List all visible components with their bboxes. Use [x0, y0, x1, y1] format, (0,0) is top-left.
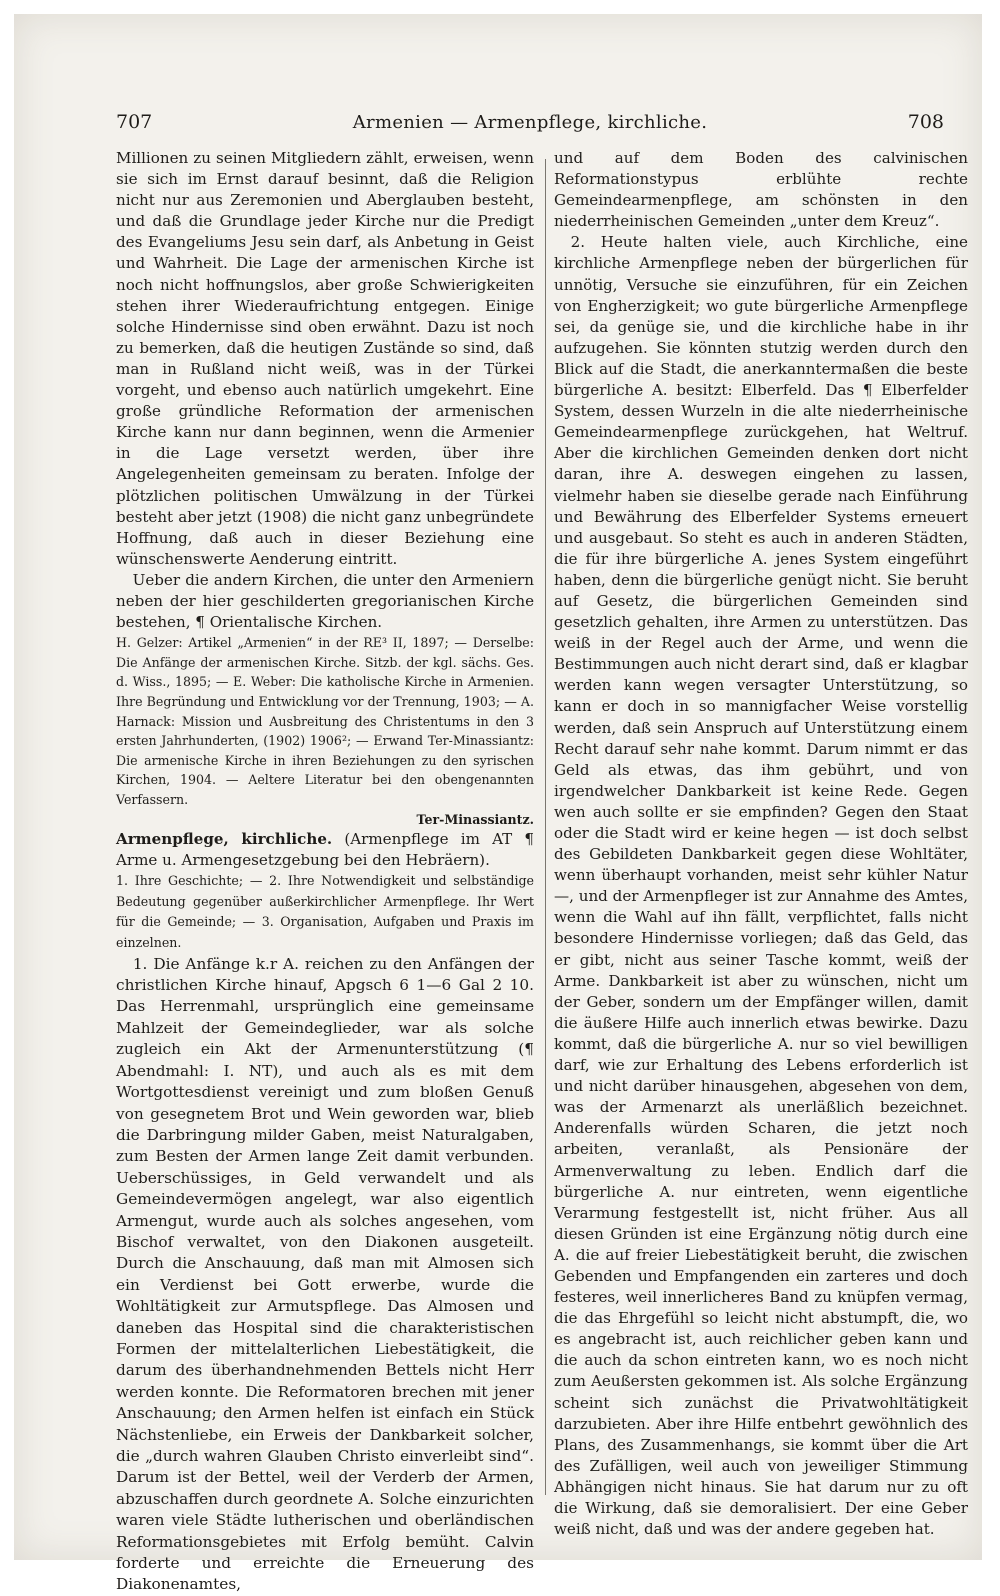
entry-outline: 1. Ihre Geschichte; — 2. Ihre Notwendigkeit und selbständige Bedeutung gegenüber außerkirchlicher Armenpflege. Ihr Wert für die Gemeinde; — 3. Organisation, Aufgaben und Praxis im einzelnen. — [116, 873, 534, 951]
entry-crossref: (Armenpflege im AT ¶ Arme u. Armengesetzgebung bei den Hebräern). — [116, 830, 534, 870]
section-1-paragraph: 1. Die Anfänge k.r A. reichen zu den Anfängen der christlichen Kirche hinauf, Apgsch 6 1—6 Gal 2 10. Das Herrenmahl, ursprünglich eine gemeinsame Mahlzeit der Gemeindeglieder, war als solche zugleich ein Akt der Armenunterstützung (¶ Abendmahl: I. NT), und auch als es mit dem Wortgottesdienst vereinigt und zum bloßen Genuß von gesegnetem Brot und Wein geworden war, blieb die Darbringung milder Gaben, meist Naturalgaben, zum Besten der Armen lange Zeit damit verbunden. Ueberschüssiges, in Geld verwandelt und als Gemeindevermögen angelegt, war also eigentlich Armengut, wurde auch als solches angesehen, vom Bischof verwaltet, von den Diakonen ausgeteilt. Durch die Anschauung, daß man mit Almosen sich ein Verdienst bei Gott erwerbe, wurde die Wohltätigkeit zur Armutspflege. Das Almosen und daneben das Hospital sind die charakteristischen Formen der mittelalterlichen Liebestätigkeit, die darum des überhandnehmenden Bettels nicht Herr werden konnte. Die Reformatoren brechen mit jener Anschauung; den Armen helfen ist einfach ein Stück Nächstenliebe, ein Erweis der Dankbarkeit solcher, die „durch wahren Glauben Christo einverleibt sind“. Darum ist der Bettel, weil der Verderb der Armen, abzuschaffen durch geordnete A. Solche einzurichten waren viele Städte lutherischen und oberländischen Reformationsgebietes mit Erfolg bemüht. Calvin forderte und erreichte die Erneuerung des Diakonenamtes, — [116, 954, 534, 1594]
author-signature: Ter-Minassiantz. — [416, 811, 534, 827]
entry-heading — [116, 829, 534, 871]
column-divider — [545, 159, 546, 1495]
body-paragraph: Ueber die andern Kirchen, die unter den Armeniern neben der hier geschilderten gregorianischen Kirche bestehen, ¶ Orientalische Kirchen. — [116, 570, 534, 632]
right-column — [554, 148, 968, 1540]
running-title: Armenien — Armenpflege, kirchliche. — [352, 111, 708, 133]
literature-text: H. Gelzer: Artikel „Armenien“ in der RE³ II, 1897; — Derselbe: Die Anfänge der armenischen Kirche. Sitzb. der kgl. sächs. Ges. d. Wiss., 1895; — E. Weber: Die katholische Kirche in Armenien. Ihre Begründung und Entwicklung vor der Trennung, 1903; — A. Harnack: Mission und Ausbreitung des Christentums in den 3 ersten Jahrhunderten, (1902) 1906²; — Erwand Ter-Minassiantz: Die armenische Kirche in ihren Beziehungen zu den syrischen Kirchen, 1904. — Aeltere Literatur bei den obengenannten Verfassern. — [116, 635, 534, 807]
left-column — [116, 148, 534, 1596]
body-paragraph: und auf dem Boden des calvinischen Reformationstypus erblühte rechte Gemeindearmenpflege, am schönsten in den niederrheinischen Gemeinden „unter dem Kreuz“. — [554, 149, 968, 231]
body-paragraph: Millionen zu seinen Mitgliedern zählt, erweisen, wenn sie sich im Ernst darauf besinnt, daß die Religion nicht nur aus Zeremonien und Aberglauben besteht, und daß die Grundlage jeder Kirche nur die Predigt des Evangeliums Jesu sein darf, als Anbetung in Geist und Wahrheit. Die Lage der armenischen Kirche ist noch nicht hoffnungslos, aber große Schwierigkeiten stehen ihrer Wiederaufrichtung entgegen. Einige solche Hindernisse sind oben erwähnt. Dazu ist noch zu bemerken, daß die heutigen Zustände so sind, daß man in Rußland nicht weiß, was in der Türkei vorgeht, und ebenso auch natürlich umgekehrt. Eine große gründliche Reformation der armenischen Kirche kann nur dann beginnen, wenn die Armenier in die Lage versetzt werden, über ihre Angelegenheiten gemeinsam zu beraten. Infolge der plötzlichen politischen Umwälzung in der Türkei besteht aber jetzt (1908) die nicht ganz unbegründete Hoffnung, daß auch in dieser Beziehung eine wünschenswerte Aenderung eintritt. — [116, 149, 534, 568]
page-number-right: 708 — [907, 111, 944, 133]
literature-references — [116, 633, 534, 829]
section-2-paragraph: 2. Heute halten viele, auch Kirchliche, eine kirchliche Armenpflege neben der bürgerlichen für unnötig, Versuche sie einzuführen, für ein Zeichen von Engherzigkeit; wo gute bürgerliche Armenpflege sei, da genüge sie, und die kirchliche habe in ihr aufzugehen. Sie könnten stutzig werden durch den Blick auf die Stadt, die anerkanntermaßen die beste bürgerliche A. besitzt: Elberfeld. Das ¶ Elberfelder System, dessen Wurzeln in die alte niederrheinische Gemeindearmenpflege zurückgehen, hat Weltruf. Aber die kirchlichen Gemeinden denken dort nicht daran, ihre A. deswegen eingehen zu lassen, vielmehr haben sie dieselbe gerade nach Einführung und Bewährung des Elberfelder Systems erneuert und ausgebaut. So steht es auch in anderen Städten, die für ihre bürgerliche A. jenes System eingeführt haben, denn die bürgerliche genügt nicht. Sie beruht auf Gesetz, die bürgerlichen Gemeinden sind gesetzlich gehalten, ihre Armen zu unterstützen. Das weiß in der Regel auch der Arme, und wenn die Bestimmungen auch nicht derart sind, daß er klagbar werden kann wegen versagter Unterstützung, so kann er doch in so mannigfacher Weise vorstellig werden, daß sein Anspruch auf Unterstützung einem Recht darauf sehr nahe kommt. Darum nimmt er das Geld als etwas, das ihm gebührt, und von irgendwelcher Dankbarkeit ist keine Rede. Gegen wen auch sollte er sie empfinden? Gegen den Staat oder die Stadt wird er keine hegen — ist doch selbst des Gebildeten Dankbarkeit gegen diese Wohltäter, wenn überhaupt vorhanden, meist sehr kühler Natur —, und der Armenpfleger ist zur Annahme des Amtes, wenn die Wahl auf ihn fällt, verpflichtet, falls nicht besondere Hindernisse vorliegen; daß das Geld, das er gibt, nicht aus seiner Tasche kommt, weiß der Arme. Dankbarkeit ist aber zu wünschen, nicht um der Geber, sondern um der Empfänger willen, damit die äußere Hilfe auch innerlich etwas bewirke. Dazu kommt, daß die bürgerliche A. nur so viel bewilligen darf, wie zur Erhaltung des Lebens erforderlich ist und nicht darüber hinausgehen, abgesehen von dem, was der Armenarzt als unerläßlich bezeichnet. Anderenfalls würden Scharen, die jetzt noch arbeiten, veranlaßt, als Pensionäre der Armenverwaltung zu leben. Endlich darf die bürgerliche A. nur eintreten, wenn eigentliche Verarmung festgestellt ist, nicht früher. Aus all diesen Gründen ist eine Ergänzung nötig durch eine A. die auf freier Liebestätigkeit beruht, die zwischen Gebenden und Empfangenden ein zarteres und doch festeres, weil innerlicheres Band zu knüpfen vermag, die das Ehrgefühl so leicht nicht abstumpft, die, wo es angebracht ist, auch reichlicher geben kann und die auch da schon eintreten kann, wo es noch nicht zum Aeußersten gekommen ist. Als solche Ergänzung scheint sich zunächst die Privatwohltätigkeit darzubieten. Aber ihre Hilfe entbehrt gewöhnlich des Plans, des Zusammenhangs, sie kommt über die Art des Zufälligen, weil auch von jeweiliger Stimmung Abhängigen nicht hinaus. Sie hat darum nur zu oft die Wirkung, daß sie demoralisiert. Der eine Geber weiß nicht, daß und was der andere gegeben hat. — [554, 233, 968, 1539]
page-header — [116, 102, 944, 142]
entry-headword: Armenpflege, kirchliche. — [116, 830, 333, 849]
book-page — [14, 14, 982, 1594]
page-number-left: 707 — [116, 111, 153, 133]
